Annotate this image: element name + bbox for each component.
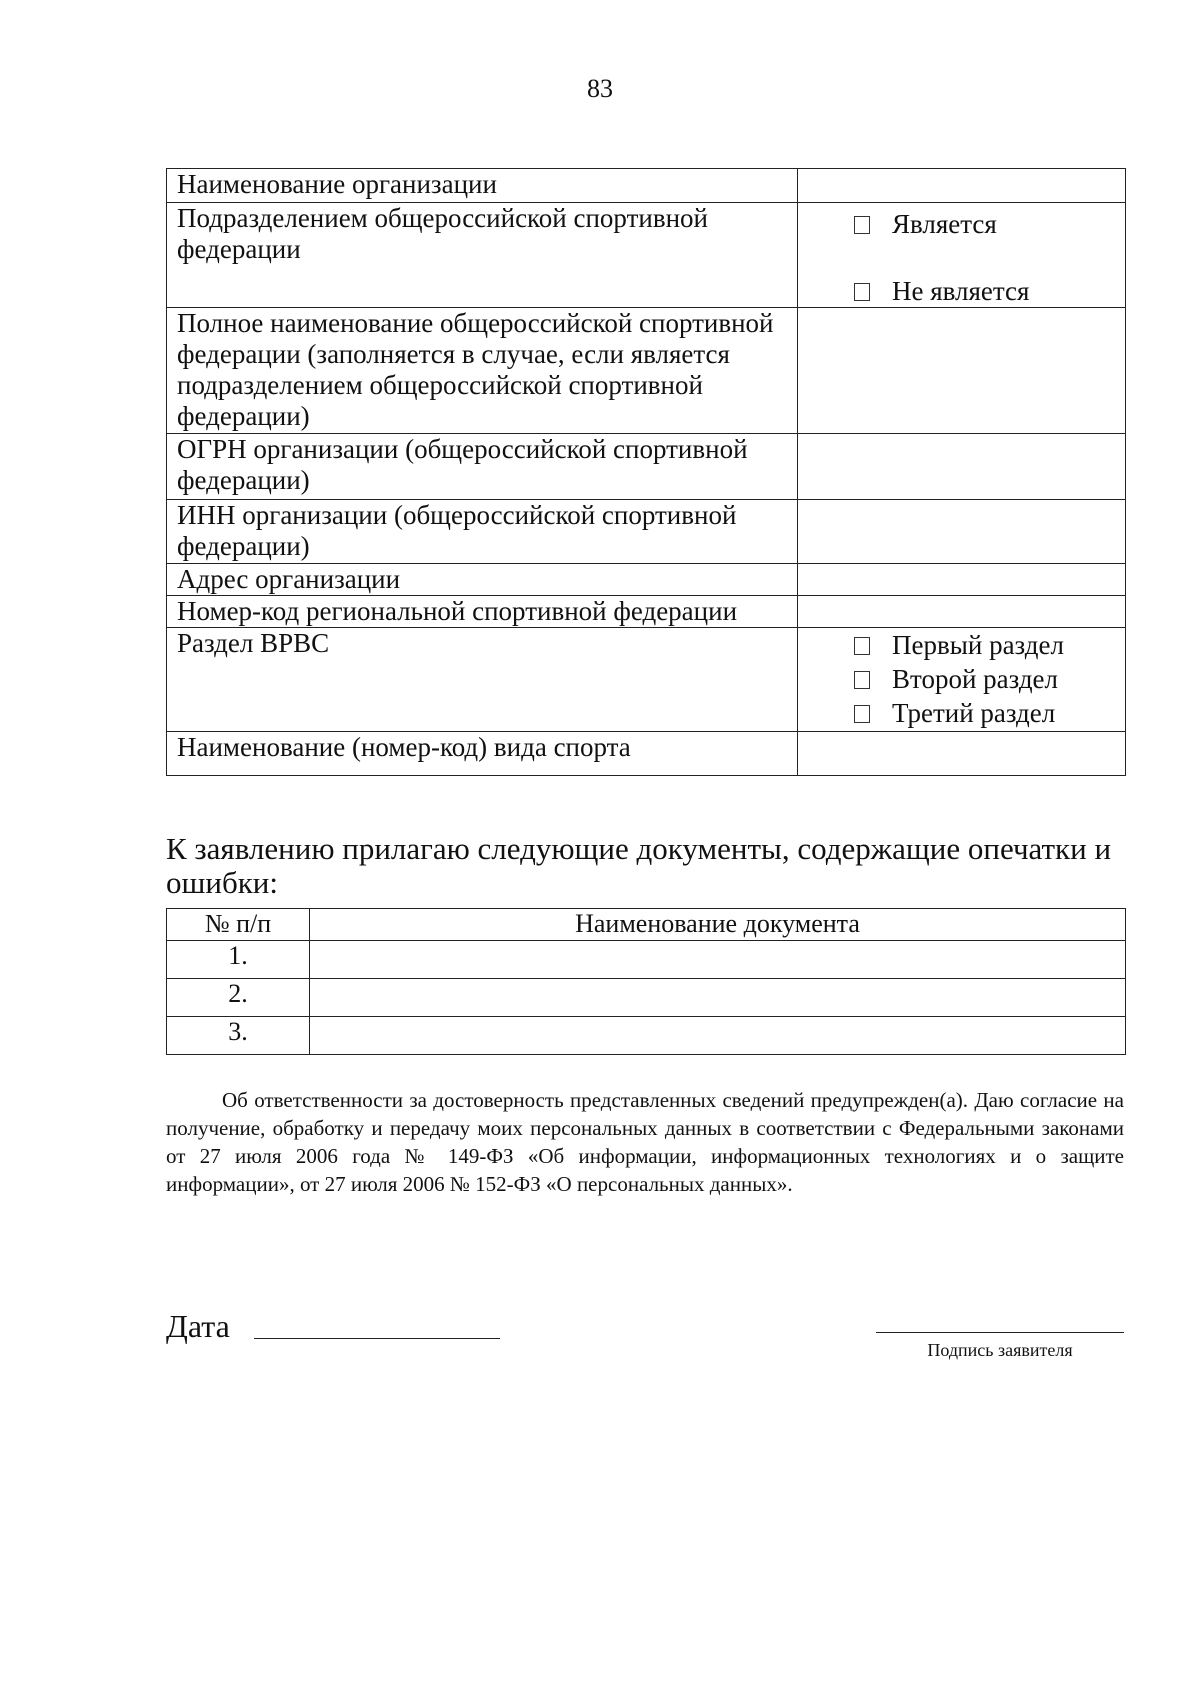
- signature-field[interactable]: [876, 1332, 1124, 1333]
- subdivision-options: [798, 203, 1126, 308]
- ogrn-field[interactable]: [798, 434, 1126, 500]
- date-field[interactable]: [254, 1338, 500, 1339]
- organization-form-table: [166, 168, 1126, 776]
- org-name-label: Наименование организации: [167, 169, 798, 203]
- sport-name-field[interactable]: [798, 732, 1126, 776]
- vrvs-section-label: Раздел ВРВС: [167, 628, 798, 732]
- regional-code-field[interactable]: [798, 596, 1126, 628]
- option-label: Третий раздел: [892, 698, 1056, 728]
- federation-full-name-field[interactable]: [798, 308, 1126, 434]
- checkbox[interactable]: [854, 671, 870, 689]
- checkbox[interactable]: [854, 705, 870, 723]
- document-name-field[interactable]: [310, 979, 1126, 1017]
- form-row-subdivision: [167, 203, 1126, 308]
- checkbox[interactable]: [854, 283, 870, 301]
- option-label: Первый раздел: [892, 630, 1064, 660]
- form-row-inn: [167, 500, 1126, 564]
- checkbox[interactable]: [854, 216, 870, 234]
- column-header-number: № п/п: [167, 909, 310, 941]
- option-is-subdivision[interactable]: [854, 209, 1115, 240]
- table-row: [167, 1017, 1126, 1055]
- row-number: 1.: [167, 941, 310, 979]
- document-name-field[interactable]: [310, 1017, 1126, 1055]
- row-number: 3.: [167, 1017, 310, 1055]
- form-row-federation-full-name: [167, 308, 1126, 434]
- inn-label: ИНН организации (общероссийской спортивной федерации): [167, 500, 798, 564]
- sport-name-label: Наименование (номер-код) вида спорта: [167, 732, 798, 776]
- table-row: [167, 979, 1126, 1017]
- option-third-section[interactable]: [854, 698, 1115, 729]
- form-row-sport-name: [167, 732, 1126, 776]
- signature-caption: Подпись заявителя: [927, 1340, 1073, 1360]
- table-row: [167, 941, 1126, 979]
- option-first-section[interactable]: [854, 630, 1115, 661]
- page-number: 83: [587, 74, 613, 103]
- column-header-document-name: Наименование документа: [310, 909, 1126, 941]
- row-number: 2.: [167, 979, 310, 1017]
- option-second-section[interactable]: [854, 664, 1115, 695]
- regional-code-label: Номер-код региональной спортивной федерации: [167, 596, 798, 628]
- option-is-not-subdivision[interactable]: [854, 276, 1115, 307]
- option-label: Второй раздел: [892, 664, 1059, 694]
- address-label: Адрес организации: [167, 564, 798, 596]
- federation-full-name-label: Полное наименование общероссийской спортивной федерации (заполняется в случае, если является подразделением общероссийской спортивной федерации): [167, 308, 798, 434]
- document-name-field[interactable]: [310, 941, 1126, 979]
- checkbox[interactable]: [854, 637, 870, 655]
- vrvs-section-options: [798, 628, 1126, 732]
- form-row-vrvs-section: [167, 628, 1126, 732]
- ogrn-label: ОГРН организации (общероссийской спортивной федерации): [167, 434, 798, 500]
- date-label: Дата: [166, 1308, 230, 1344]
- subdivision-label: Подразделением общероссийской спортивной федерации: [167, 203, 798, 308]
- consent-paragraph: Об ответственности за достоверность представленных сведений предупрежден(а). Даю согласие на получение, обработку и передачу моих персональных данных в соответствии с Федеральными законами от 27 июля 2006 года № 149-ФЗ «Об информации, информационных технологиях и о защите информации», от 27 июля 2006 № 152-ФЗ «О персональных данных».: [166, 1088, 1124, 1196]
- address-field[interactable]: [798, 564, 1126, 596]
- documents-header-row: [167, 909, 1126, 941]
- form-row-address: [167, 564, 1126, 596]
- documents-heading: К заявлению прилагаю следующие документы, содержащие опечатки и ошибки:: [166, 831, 1112, 900]
- org-name-field[interactable]: [798, 169, 1126, 203]
- option-label: Не является: [892, 276, 1030, 306]
- form-row-ogrn: [167, 434, 1126, 500]
- documents-table: [166, 908, 1126, 1055]
- inn-field[interactable]: [798, 500, 1126, 564]
- consent-statement: [166, 1086, 1124, 1198]
- option-label: Является: [892, 209, 997, 239]
- form-row-regional-code: [167, 596, 1126, 628]
- form-row-org-name: [167, 169, 1126, 203]
